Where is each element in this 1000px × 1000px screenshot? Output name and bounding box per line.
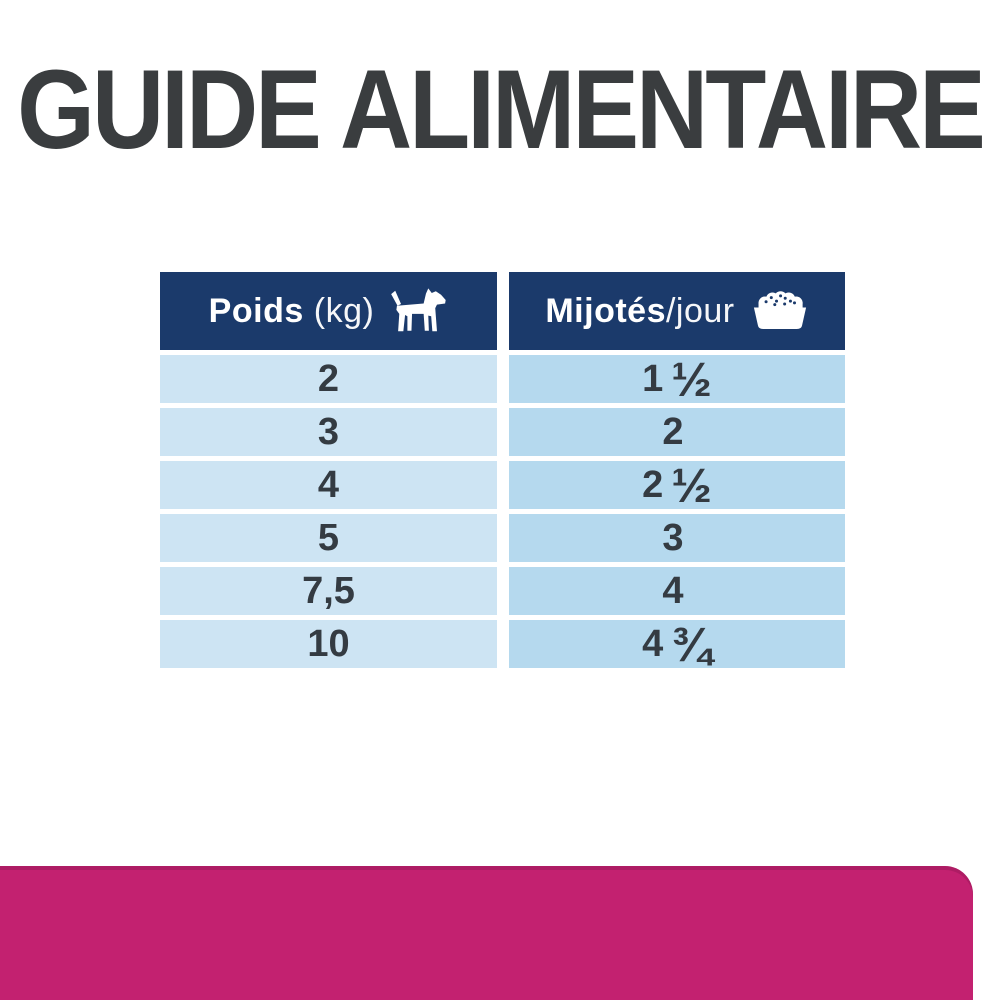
weight-value: 3 [317, 410, 340, 453]
amount-value: 3 [662, 516, 684, 559]
weight-cell [160, 620, 497, 668]
weight-value: 10 [307, 622, 350, 665]
amount-value: 4 [642, 622, 664, 665]
amount-value: 4 [662, 569, 684, 612]
amount-cell [509, 459, 845, 513]
amount-value: 1 [642, 357, 664, 400]
header-amount-label: Mijotés [545, 291, 666, 330]
brand-color-bar [0, 866, 973, 1000]
amount-cell [509, 353, 845, 407]
amount-cell [509, 408, 845, 456]
weight-cell [160, 355, 497, 403]
amount-fraction: ½ [671, 459, 712, 513]
amount-cell [509, 618, 845, 672]
amount-fraction: ¾ [671, 618, 712, 672]
amount-value: 2 [662, 410, 684, 453]
weight-cell [160, 567, 497, 615]
header-weight-label: Poids [208, 291, 304, 330]
weight-value: 2 [317, 357, 340, 400]
weight-cell [160, 514, 497, 562]
amount-cell [509, 514, 845, 562]
header-weight-unit: (kg) [313, 291, 375, 330]
page-title: GUIDE ALIMENTAIRE [17, 47, 983, 173]
amount-cell [509, 567, 845, 615]
weight-value: 7,5 [302, 569, 355, 612]
weight-value: 4 [317, 463, 340, 506]
weight-value: 5 [317, 516, 340, 559]
food-bowl-icon [751, 290, 809, 332]
header-amount [509, 272, 845, 350]
dog-icon [390, 287, 448, 335]
header-amount-unit: /jour [665, 291, 735, 330]
amount-fraction: ½ [671, 353, 712, 407]
feeding-table [160, 272, 845, 672]
header-weight [160, 272, 497, 350]
weight-cell [160, 461, 497, 509]
weight-cell [160, 408, 497, 456]
amount-value: 2 [642, 463, 664, 506]
